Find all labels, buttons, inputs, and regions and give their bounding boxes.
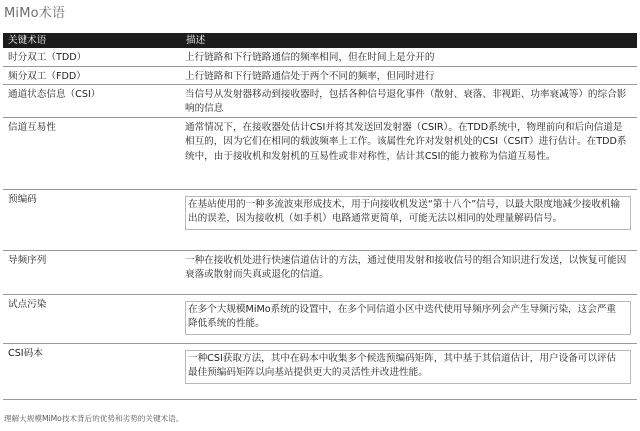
term-cell: CSI码本	[3, 343, 181, 399]
description-cell: 上行链路和下行链路通信的频率相同，但在时间上是分开的	[181, 48, 637, 66]
table-row	[3, 48, 637, 66]
description-text: 一种CSI获取方法，其中在码本中收集多个候选预编码矩阵，其中基于其信道估计，用户设备可以评估最佳预编码矩阵以向基站提供更大的灵活性并改进性能。	[185, 350, 631, 384]
description-cell: 上行链路和下行链路通信处于两个不同的频率，但同时进行	[181, 66, 637, 84]
table-row	[3, 250, 637, 294]
table-row	[3, 294, 637, 343]
table-row	[3, 117, 637, 189]
table-row	[3, 343, 637, 399]
header-description: 描述	[181, 33, 637, 48]
description-cell	[181, 189, 637, 250]
term-cell: 预编码	[3, 189, 181, 250]
page-title: MiMo术语	[4, 6, 66, 21]
description-text: 在基站使用的一种多流波束形成技术，用于向接收机发送“第十八个”信号，以最大限度地减少接收机输出的误差，因为接收机（如手机）电路通常更简单，可能无法以相同的处理量解码信号。	[185, 196, 631, 230]
term-cell: 时分双工（TDD）	[3, 48, 181, 66]
description-cell	[181, 294, 637, 343]
description-text: 在多个大规模MiMo系统的设置中，在多个同信道小区中迭代使用导频序列会产生导频污染，这会严重降低系统的性能。	[185, 301, 631, 335]
term-cell: 通道状态信息（CSI）	[3, 84, 181, 117]
glossary-table	[3, 33, 637, 400]
term-cell: 信道互易性	[3, 117, 181, 189]
table-row	[3, 189, 637, 250]
description-cell: 当信号从发射器移动到接收器时，包括各种信号退化事件（散射、衰落、非视距、功率衰减等）的综合影响的信息	[181, 84, 637, 117]
term-cell: 试点污染	[3, 294, 181, 343]
term-cell: 频分双工（FDD）	[3, 66, 181, 84]
description-cell: 通常情况下，在接收器处估计CSI并将其发送回发射器（CSIR）。在TDD系统中，物理前向和后向信道是相互的，因为它们在相同的载波频率上工作。该属性允许对发射机处的CSI（CSIT）进行估计。在TDD系统中，由于接收机和发射机的互易性或非对称性，估计其CSI的能力被称为信道互易性。	[181, 117, 637, 189]
table-header-row	[3, 33, 637, 48]
description-cell: 一种在接收机处进行快速信道估计的方法，通过使用发射和接收信号的组合知识进行发送，以恢复可能因衰落或散射而失真或退化的信道。	[181, 250, 637, 294]
table-caption: 理解大规模MiMo技术背后的优势和劣势的关键术语。	[4, 414, 184, 423]
header-term: 关键术语	[3, 33, 181, 48]
description-cell	[181, 343, 637, 399]
table-row	[3, 66, 637, 84]
term-cell: 导频序列	[3, 250, 181, 294]
table-row	[3, 84, 637, 117]
